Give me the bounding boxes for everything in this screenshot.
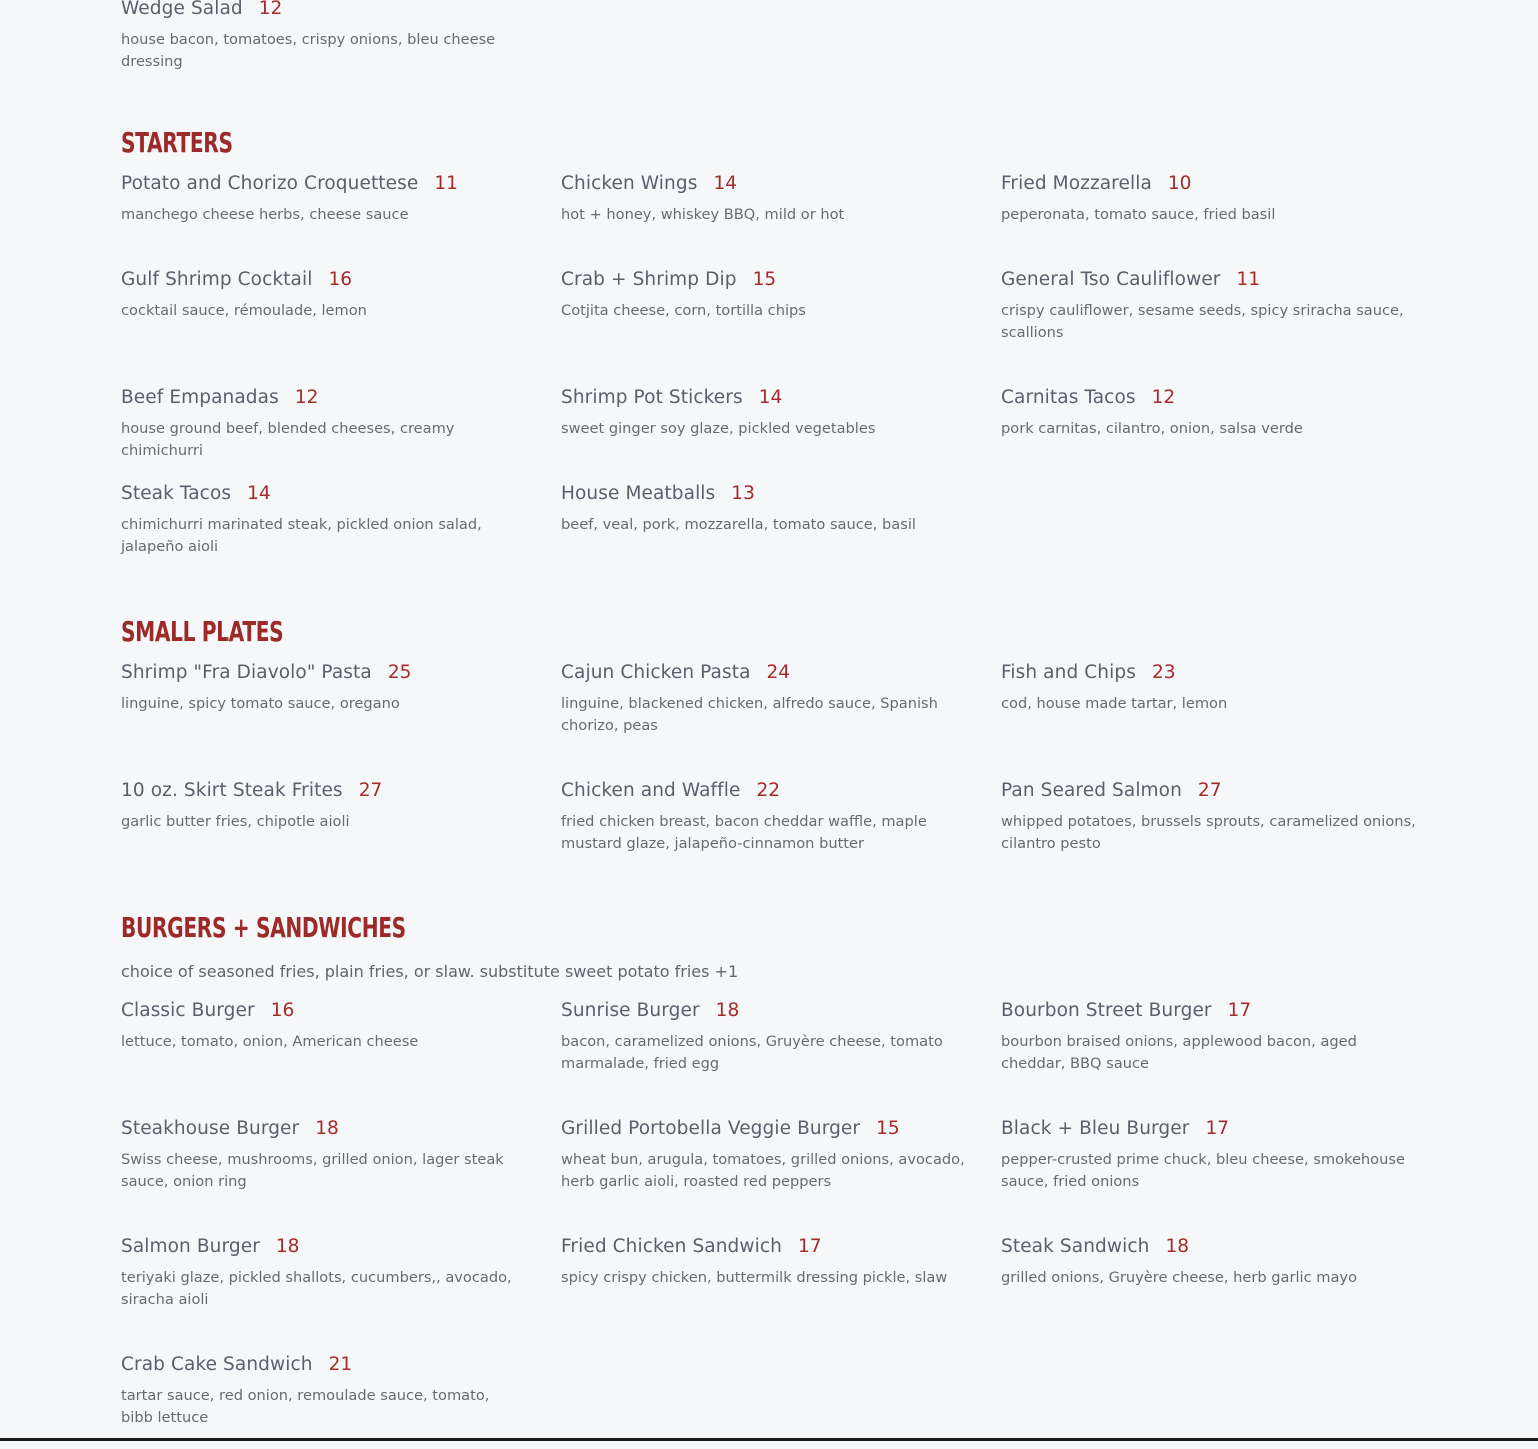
menu-item-name: Gulf Shrimp Cocktail (121, 269, 313, 290)
menu-item-price: 11 (1236, 269, 1261, 290)
menu-item-description: manchego cheese herbs, cheese sauce (121, 206, 409, 223)
menu-item-price: 12 (294, 387, 319, 408)
menu-item-price: 18 (715, 1000, 740, 1021)
menu-item-description: cod, house made tartar, lemon (1001, 695, 1228, 712)
menu-item (561, 386, 981, 482)
menu-item-name: Pan Seared Salmon (1001, 780, 1182, 801)
menu-item (121, 661, 541, 779)
menu-item-name: Shrimp Pot Stickers (561, 387, 743, 408)
menu-item-name: House Meatballs (561, 483, 716, 504)
menu-item-price: 15 (752, 269, 777, 290)
menu-item (561, 268, 981, 386)
menu-item-name: Fried Mozzarella (1001, 173, 1152, 194)
menu-item (1001, 172, 1421, 268)
menu-item-description: cocktail sauce, rémoulade, lemon (121, 302, 367, 319)
menu-item (121, 1117, 541, 1235)
section-small-plates (121, 615, 1441, 875)
menu-item-price: 14 (713, 173, 737, 194)
menu-item-price: 18 (315, 1118, 339, 1139)
menu-item (121, 386, 541, 482)
menu-item-price: 14 (247, 483, 271, 504)
menu-item-price: 12 (1151, 387, 1176, 408)
menu-item-name: Steakhouse Burger (121, 1118, 300, 1139)
menu-item-description: fried chicken breast, bacon cheddar waffle, maple mustard glaze, jalapeño-cinnamon butter (561, 813, 927, 852)
menu-item-description: sweet ginger soy glaze, pickled vegetables (561, 420, 876, 437)
menu-item-name: Chicken Wings (561, 173, 698, 194)
menu-item-description: pork carnitas, cilantro, onion, salsa verde (1001, 420, 1303, 437)
menu-item-price: 25 (387, 662, 412, 683)
menu-item (121, 268, 541, 386)
section-starters (121, 126, 1441, 578)
menu-item (121, 172, 541, 268)
menu-item-price: 21 (328, 1354, 353, 1375)
menu-item (1001, 268, 1421, 386)
menu-item (121, 999, 541, 1117)
menu-item (121, 1235, 541, 1353)
menu-item (1001, 779, 1421, 875)
menu-item-description: spicy crispy chicken, buttermilk dressing pickle, slaw (561, 1269, 948, 1286)
menu-item (561, 172, 981, 268)
menu-item-description: grilled onions, Gruyère cheese, herb garlic mayo (1001, 1269, 1357, 1286)
menu-item-name: Steak Sandwich (1001, 1236, 1150, 1257)
menu-item-name: Steak Tacos (121, 483, 232, 504)
menu-grid (121, 999, 1441, 1449)
menu-item-name: Beef Empanadas (121, 387, 279, 408)
menu-item-description: linguine, blackened chicken, alfredo sauce, Spanish chorizo, peas (561, 695, 938, 734)
menu-item-price: 14 (758, 387, 783, 408)
menu-item-price: 12 (258, 0, 283, 19)
menu-item-description: bourbon braised onions, applewood bacon, aged cheddar, BBQ sauce (1001, 1033, 1357, 1072)
menu-item-price: 17 (1205, 1118, 1230, 1139)
menu-item-name: Wedge Salad (121, 0, 243, 19)
menu-item-name: Sunrise Burger (561, 1000, 700, 1021)
menu-item-price: 17 (797, 1236, 822, 1257)
menu-item-price: 22 (756, 780, 781, 801)
menu-item-name: Fish and Chips (1001, 662, 1136, 683)
menu-item-name: Potato and Chorizo Croquettese (121, 173, 419, 194)
menu-item-description: hot + honey, whiskey BBQ, mild or hot (561, 206, 845, 223)
menu-item-description: lettuce, tomato, onion, American cheese (121, 1033, 419, 1050)
menu-item (561, 482, 981, 578)
menu-item-description: Cotjita cheese, corn, tortilla chips (561, 302, 806, 319)
menu-item-price: 11 (434, 173, 458, 194)
menu-item-name: Carnitas Tacos (1001, 387, 1136, 408)
menu-item-price: 16 (270, 1000, 295, 1021)
section-title: BURGERS + SANDWICHES (121, 911, 406, 944)
menu-item-description: garlic butter fries, chipotle aioli (121, 813, 350, 830)
menu-item-description: tartar sauce, red onion, remoulade sauce, tomato, bibb lettuce (121, 1387, 490, 1426)
menu-item-price: 24 (766, 662, 791, 683)
menu-item-name: Crab Cake Sandwich (121, 1354, 313, 1375)
menu-item-name: Classic Burger (121, 1000, 255, 1021)
menu-item-description: bacon, caramelized onions, Gruyère cheese, tomato marmalade, fried egg (561, 1033, 943, 1072)
menu-grid (121, 661, 1441, 875)
menu-item (561, 1117, 981, 1235)
menu-item-description: whipped potatoes, brussels sprouts, caramelized onions, cilantro pesto (1001, 813, 1416, 852)
menu-item-name: Bourbon Street Burger (1001, 1000, 1212, 1021)
section-note: choice of seasoned fries, plain fries, or slaw. substitute sweet potato fries +1 (121, 962, 739, 981)
menu-item-price: 23 (1151, 662, 1176, 683)
menu-item (121, 482, 541, 578)
menu-item-description: peperonata, tomato sauce, fried basil (1001, 206, 1276, 223)
menu-item-price: 17 (1227, 1000, 1252, 1021)
menu-item (1001, 386, 1421, 482)
menu-item-name: General Tso Cauliflower (1001, 269, 1221, 290)
menu-item (1001, 661, 1421, 779)
menu-item (561, 661, 981, 779)
menu-item-price: 27 (1197, 780, 1222, 801)
menu-item-description: crispy cauliflower, sesame seeds, spicy sriracha sauce, scallions (1001, 302, 1404, 341)
menu-item (561, 779, 981, 875)
menu-item (1001, 1235, 1421, 1353)
section-title: STARTERS (121, 126, 233, 159)
menu-item-name: Black + Bleu Burger (1001, 1118, 1190, 1139)
menu-item-description: teriyaki glaze, pickled shallots, cucumbers,, avocado, siracha aioli (121, 1269, 512, 1308)
section-burgers (121, 911, 1441, 1449)
menu-item-description: beef, veal, pork, mozzarella, tomato sauce, basil (561, 516, 916, 533)
menu-item-description: pepper-crusted prime chuck, bleu cheese, smokehouse sauce, fried onions (1001, 1151, 1405, 1190)
menu-item (121, 0, 541, 73)
menu-item (1001, 1117, 1421, 1235)
menu-item-price: 18 (275, 1236, 300, 1257)
menu-item-name: Grilled Portobella Veggie Burger (561, 1118, 861, 1139)
menu-item (121, 1353, 541, 1449)
menu-item-price: 15 (876, 1118, 900, 1139)
menu-item (1001, 999, 1421, 1117)
menu-grid (121, 172, 1441, 578)
menu-item-description: house ground beef, blended cheeses, creamy chimichurri (121, 420, 455, 459)
menu-item-description: house bacon, tomatoes, crispy onions, bleu cheese dressing (121, 31, 496, 70)
menu-item-name: Chicken and Waffle (561, 780, 741, 801)
menu-item-name: Fried Chicken Sandwich (561, 1236, 782, 1257)
menu-item (561, 999, 981, 1117)
menu-item-description: Swiss cheese, mushrooms, grilled onion, lager steak sauce, onion ring (121, 1151, 504, 1190)
section-title: SMALL PLATES (121, 615, 284, 648)
menu-item-name: Crab + Shrimp Dip (561, 269, 737, 290)
menu-item-price: 13 (731, 483, 755, 504)
menu-item-name: 10 oz. Skirt Steak Frites (121, 780, 343, 801)
menu-item (561, 1235, 981, 1353)
menu-item-price: 16 (328, 269, 352, 290)
menu-item-price: 27 (358, 780, 383, 801)
menu-item (121, 779, 541, 875)
menu-item-price: 18 (1165, 1236, 1189, 1257)
menu-item-name: Shrimp "Fra Diavolo" Pasta (121, 662, 372, 683)
menu-item-description: wheat bun, arugula, tomatoes, grilled onions, avocado, herb garlic aioli, roasted red peppers (561, 1151, 965, 1190)
menu-item-description: chimichurri marinated steak, pickled onion salad, jalapeño aioli (121, 516, 482, 555)
menu-item-price: 10 (1167, 173, 1192, 194)
menu-item-description: linguine, spicy tomato sauce, oregano (121, 695, 400, 712)
menu-item-name: Salmon Burger (121, 1236, 260, 1257)
menu-item-name: Cajun Chicken Pasta (561, 662, 751, 683)
